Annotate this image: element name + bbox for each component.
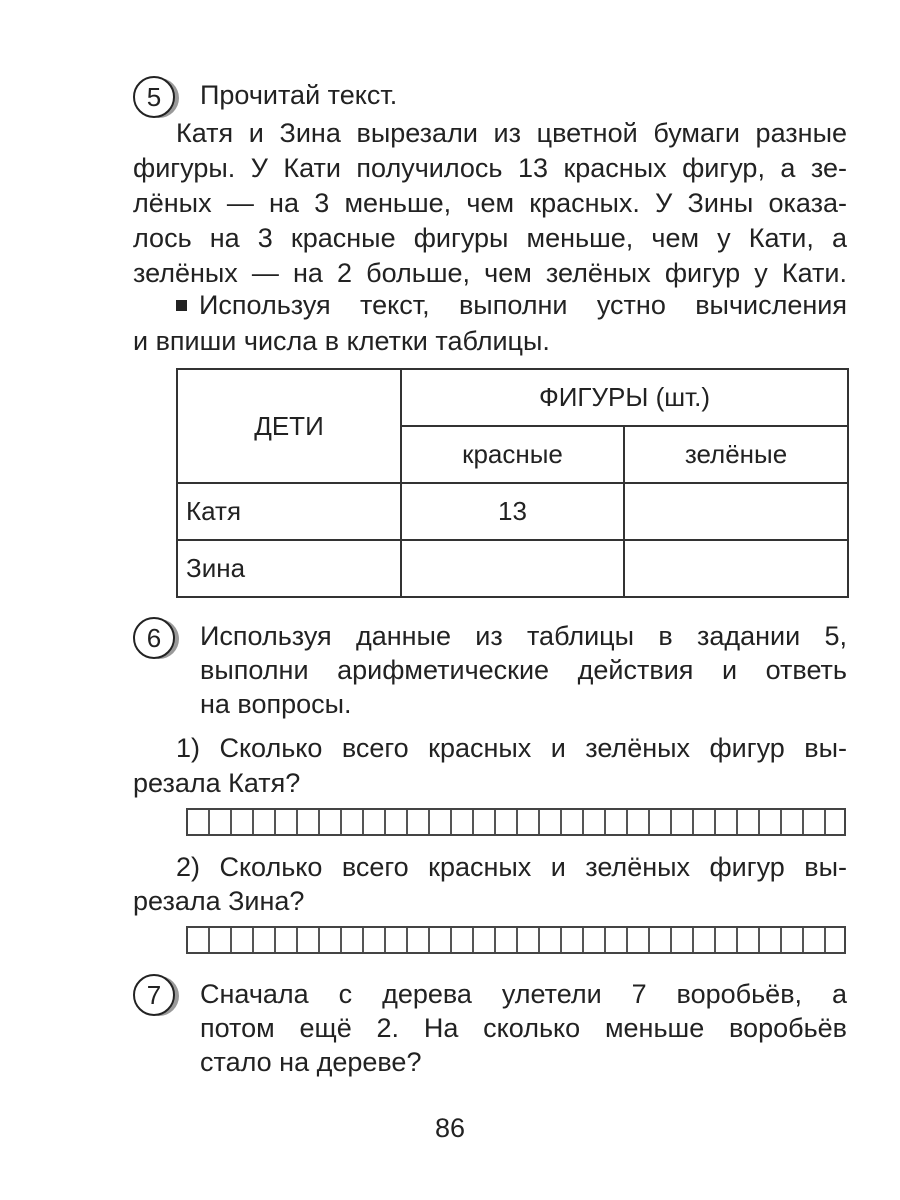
header-red: красные bbox=[401, 426, 624, 483]
task-5-instruction-line: Используя текст, выполни устно вычисления bbox=[199, 290, 847, 320]
figures-table bbox=[176, 368, 849, 598]
task-7-text-line: потом ещё 2. На сколько меньше воробьёв bbox=[200, 1013, 847, 1043]
task-6-text-line: выполни арифметические действия и ответь bbox=[200, 655, 847, 685]
task-5-number-badge: 5 bbox=[133, 76, 175, 118]
task-5-text-line: зелёных — на 2 больше, чем зелёных фигур у Кати. bbox=[133, 258, 847, 288]
question-2-line: 2) Сколько всего красных и зелёных фигур вы- bbox=[176, 852, 847, 882]
question-2-line: резала Зина? bbox=[133, 886, 305, 916]
row-name-katya: Катя bbox=[177, 483, 401, 540]
header-children: ДЕТИ bbox=[177, 369, 401, 483]
task-5-instruction bbox=[176, 288, 847, 323]
page-number: 86 bbox=[434, 1113, 466, 1143]
task-7-header bbox=[133, 974, 175, 1016]
bullet-icon bbox=[176, 300, 187, 311]
question-1-line: 1) Сколько всего красных и зелёных фигур вы- bbox=[176, 733, 847, 763]
cell-katya-red[interactable]: 13 bbox=[401, 483, 624, 540]
task-7-number-badge: 7 bbox=[133, 974, 175, 1016]
task-5-text-line: Катя и Зина вырезали из цветной бумаги разные bbox=[176, 118, 847, 148]
question-1-line: резала Катя? bbox=[133, 768, 301, 798]
header-figures: ФИГУРЫ (шт.) bbox=[401, 369, 848, 426]
answer-grid-1[interactable] bbox=[186, 808, 846, 836]
task-5-text-line: лось на 3 красные фигуры меньше, чем у Кати, а bbox=[133, 223, 847, 253]
task-5-text-line: лёных — на 3 меньше, чем красных. У Зины оказа- bbox=[133, 188, 847, 218]
task-6-header bbox=[133, 617, 175, 659]
task-5-header bbox=[133, 76, 175, 118]
cell-katya-green[interactable] bbox=[624, 483, 848, 540]
row-name-zina: Зина bbox=[177, 540, 401, 597]
task-7-text-line: Сначала с дерева улетели 7 воробьёв, а bbox=[200, 979, 847, 1009]
answer-grid-2[interactable] bbox=[186, 926, 846, 954]
task-5-title: Прочитай текст. bbox=[200, 80, 398, 110]
task-5-instruction-line: и впиши числа в клетки таблицы. bbox=[133, 326, 550, 356]
task-5-text-line: фигуры. У Кати получилось 13 красных фигур, а зе- bbox=[133, 153, 847, 183]
task-6-text-line: Используя данные из таблицы в задании 5, bbox=[200, 621, 847, 651]
task-6-number-badge: 6 bbox=[133, 617, 175, 659]
cell-zina-green[interactable] bbox=[624, 540, 848, 597]
task-7-text-line: стало на дереве? bbox=[200, 1047, 422, 1077]
cell-zina-red[interactable] bbox=[401, 540, 624, 597]
task-6-text-line: на вопросы. bbox=[200, 689, 352, 719]
header-green: зелёные bbox=[624, 426, 848, 483]
